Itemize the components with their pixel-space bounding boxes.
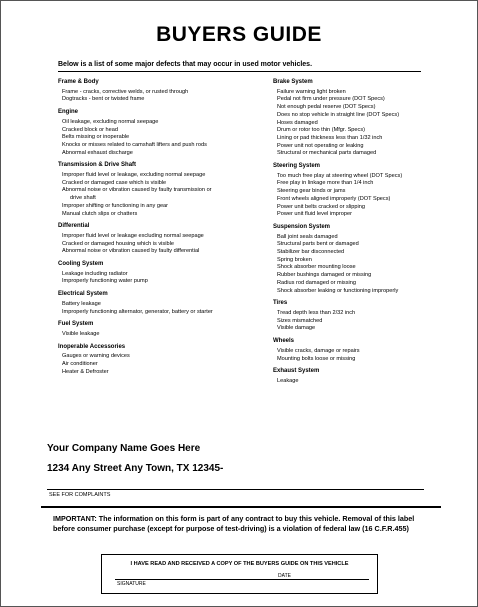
defect-item: Dogtracks - bent or twisted frame xyxy=(62,96,145,103)
defect-item: Mounting bolts loose or missing xyxy=(277,355,356,362)
defect-item: Abnormal noise or vibration caused by faulty transmission or xyxy=(62,187,212,194)
section-heading: Steering System xyxy=(273,163,321,170)
section-heading: Wheels xyxy=(273,338,295,345)
defect-item: Sizes mismatched xyxy=(277,317,323,324)
acknowledgement-text: I HAVE READ AND RECEIVED A COPY OF THE BUYERS GUIDE ON THIS VEHICLE xyxy=(130,561,349,567)
defect-item: Visible leakage xyxy=(62,330,100,337)
defect-section xyxy=(273,300,402,333)
defect-item: Battery leakage xyxy=(62,300,101,307)
defect-section xyxy=(58,344,213,377)
defect-section xyxy=(273,368,402,385)
defect-item: Rubber bushings damaged or missing xyxy=(277,272,372,279)
important-notice: IMPORTANT: The information on this form is part of any contract to buy this vehicle. Removal of this label before consumer purchase (except for purpose of test-driving) is a violation of federal law (16 C.F.R.455) xyxy=(53,514,415,533)
date-label: DATE xyxy=(278,573,291,579)
defect-item: Manual clutch slips or chatters xyxy=(62,210,138,217)
defect-item: Air conditioner xyxy=(62,361,98,368)
defect-item: Cracked or damaged housing which is visible xyxy=(62,240,174,247)
section-heading: Frame & Body xyxy=(58,79,99,85)
signature-line[interactable] xyxy=(115,579,369,580)
defect-item: Not enough pedal reserve (DOT Specs) xyxy=(277,104,376,111)
complaints-label: SEE FOR COMPLAINTS xyxy=(49,492,111,498)
defect-item: Free play in linkage more than 1/4 inch xyxy=(277,180,374,187)
complaints-line xyxy=(47,489,424,490)
defect-item: Leakage including radiator xyxy=(62,270,128,277)
company-name: Your Company Name Goes Here xyxy=(47,443,201,454)
defect-item: Abnormal exhaust discharge xyxy=(62,149,133,156)
intro-text: Below is a list of some major defects that may occur in used motor vehicles. xyxy=(58,61,313,68)
section-heading: Fuel System xyxy=(58,321,94,328)
defect-item: Improper shifting or functioning in any gear xyxy=(62,202,169,209)
company-address: 1234 Any Street Any Town, TX 12345- xyxy=(47,463,224,474)
defect-item: Stabilizer bar disconnected xyxy=(277,249,345,256)
defect-item: Pedal not firm under pressure (DOT Specs) xyxy=(277,96,385,103)
defect-item: Visible damage xyxy=(277,325,316,332)
section-heading: Electrical System xyxy=(58,291,108,298)
defect-item: Cracked block or head xyxy=(62,126,118,133)
defect-item: Leakage xyxy=(277,377,299,384)
defect-item: Belts missing or inoperable xyxy=(62,134,130,141)
defect-section xyxy=(273,79,402,158)
signature-label: SIGNATURE xyxy=(117,581,146,587)
defect-item: Tread depth less than 2/32 inch xyxy=(277,309,356,316)
defect-item: Frame - cracks, corrective welds, or rusted through xyxy=(62,88,189,95)
defect-item: Radius rod damaged or missing xyxy=(277,279,356,286)
defect-item: Drum or rotor too thin (Mfgr. Specs) xyxy=(277,127,365,134)
section-divider xyxy=(41,506,441,508)
defect-section xyxy=(58,291,213,316)
defect-item: Abnormal noise or vibration caused by faulty differential xyxy=(62,248,200,255)
defect-item: Visible cracks, damage or repairs xyxy=(277,347,360,354)
defect-item: Lining or pad thickness less than 1/32 inch xyxy=(277,134,383,141)
defect-section xyxy=(58,261,213,286)
defect-section xyxy=(58,321,213,338)
defect-item: Power unit belts cracked or slipping xyxy=(277,203,365,210)
defect-item: Power unit fluid level improper xyxy=(277,211,352,218)
section-heading: Brake System xyxy=(273,79,313,85)
defect-item: Improperly functioning alternator, generator, battery or starter xyxy=(62,308,213,315)
defect-item: Ball joint seals damaged xyxy=(277,233,338,240)
defect-item: Improper fluid level or leakage excluding normal seepage xyxy=(62,232,204,239)
defect-item: Power unit not operating or leaking xyxy=(277,142,364,149)
section-heading: Cooling System xyxy=(58,261,104,268)
defect-item: Improper fluid level or leakage, excluding normal seepage xyxy=(62,172,206,179)
defect-item: Spring broken xyxy=(277,256,312,263)
defect-item: Shock absorber mounting loose xyxy=(277,264,356,271)
section-heading: Engine xyxy=(58,109,79,116)
section-heading: Transmission & Drive Shaft xyxy=(58,162,137,169)
defect-item: Does no stop vehicle in straight line (DOT Specs) xyxy=(277,111,400,118)
defect-section xyxy=(58,223,213,256)
defect-item: Too much free play at steering wheel (DOT Specs) xyxy=(277,172,403,179)
defect-section xyxy=(58,109,213,157)
defect-item: Gauges or warning devices xyxy=(62,353,130,360)
defect-section xyxy=(58,79,213,104)
defect-item: Cracked or damaged case which is visible xyxy=(62,179,167,186)
page-title: BUYERS GUIDE xyxy=(156,23,322,46)
defect-item: Knocks or misses related to camshaft lifters and push rods xyxy=(62,141,207,148)
defect-item: Steering gear binds or jams xyxy=(277,188,346,195)
defects-left-column xyxy=(58,79,213,382)
defect-item: Structural or mechanical parts damaged xyxy=(277,150,377,157)
defect-item: Hoses damaged xyxy=(277,119,318,126)
defect-section xyxy=(273,163,402,219)
defects-right-column xyxy=(273,79,402,391)
defect-section xyxy=(273,224,402,295)
defect-section xyxy=(273,338,402,363)
intro-divider xyxy=(58,71,421,72)
defect-item: drive shaft xyxy=(70,195,96,202)
defect-item: Oil leakage, excluding normal seepage xyxy=(62,118,159,125)
section-heading: Exhaust System xyxy=(273,368,320,375)
defect-item: Shock absorber leaking or functioning improperly xyxy=(277,287,399,294)
defect-item: Heater & Defroster xyxy=(62,368,109,375)
defect-item: Front wheels aligned improperly (DOT Specs) xyxy=(277,195,391,202)
section-heading: Suspension System xyxy=(273,223,331,230)
section-heading: Differential xyxy=(58,223,90,230)
section-heading: Inoperable Accessories xyxy=(58,343,126,350)
defect-item: Failure warning light broken xyxy=(277,88,346,95)
defect-item: Improperly functioning water pump xyxy=(62,278,148,285)
defect-item: Structural parts bent or damaged xyxy=(277,241,359,248)
signature-box xyxy=(101,554,378,594)
defect-section xyxy=(58,162,213,218)
section-heading: Tires xyxy=(273,300,288,307)
